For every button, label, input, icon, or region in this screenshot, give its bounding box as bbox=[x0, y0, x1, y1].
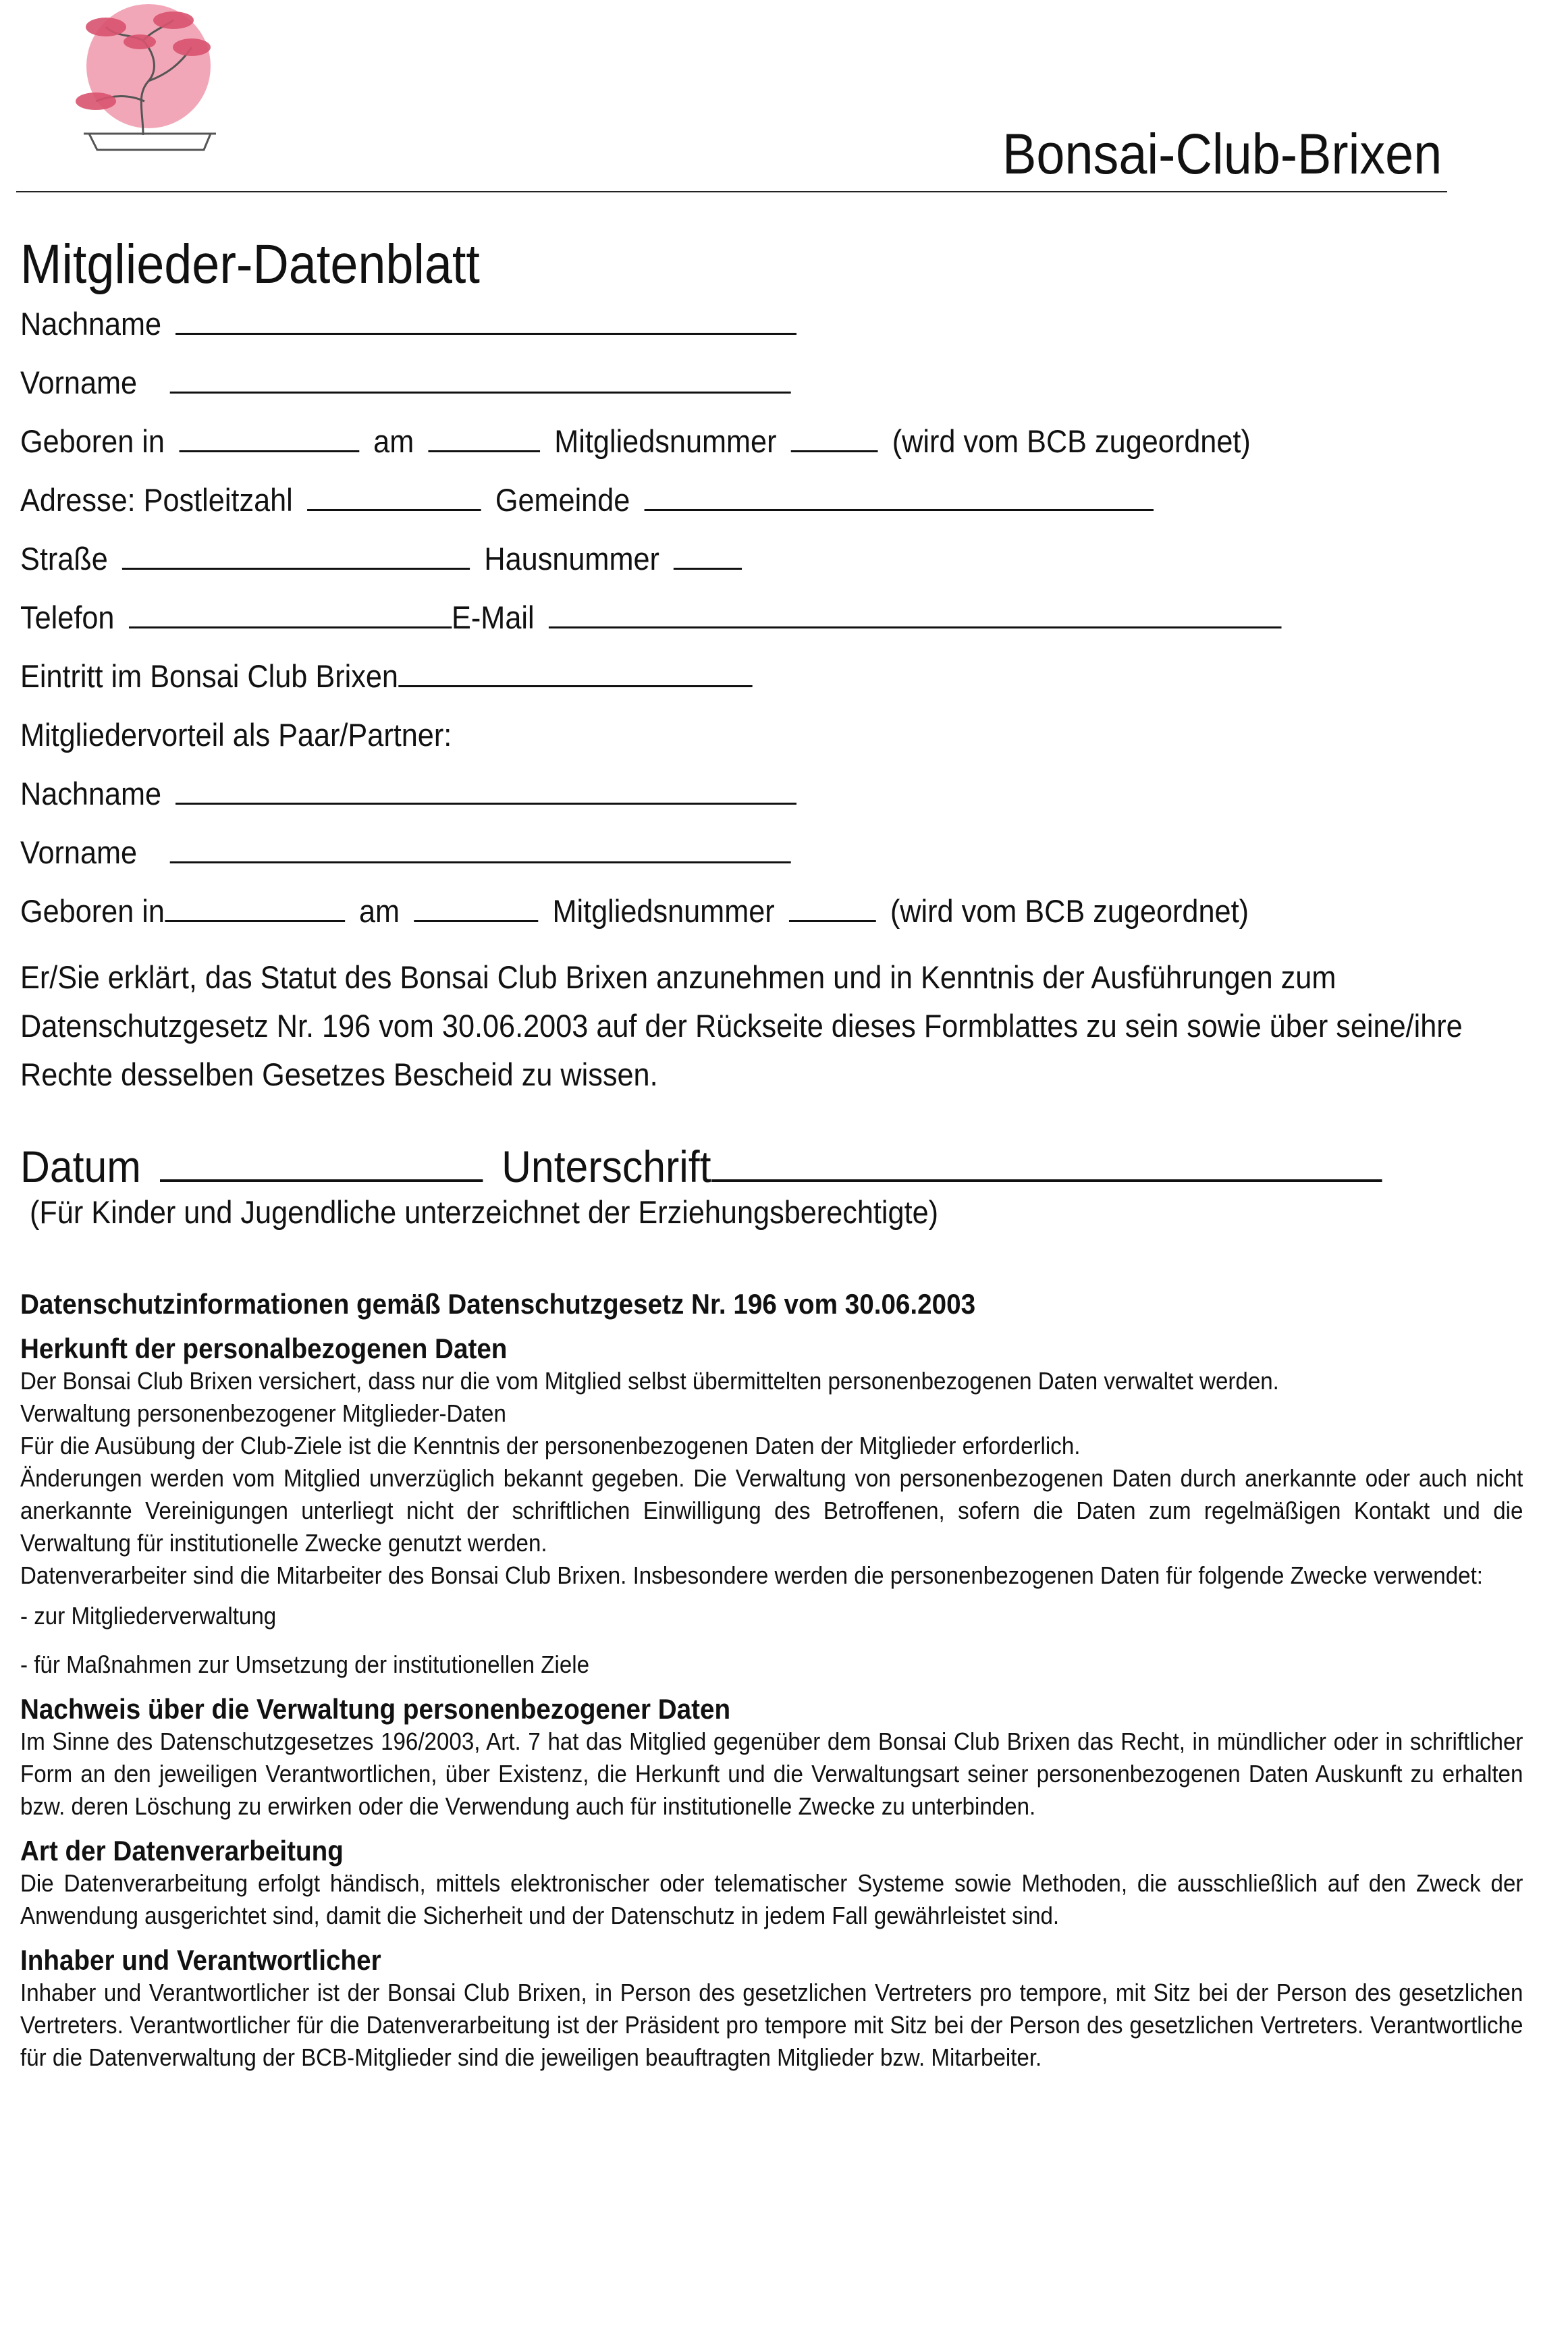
field-partner-geburtsort[interactable] bbox=[165, 893, 345, 922]
field-vorname[interactable] bbox=[170, 365, 791, 394]
signature-note: (Für Kinder und Jugendliche unterzeichnet der Erziehungsberechtigte) bbox=[30, 1194, 939, 1230]
privacy-paragraph: Inhaber und Verantwortlicher ist der Bonsai Club Brixen, in Person des gesetzlichen Vertreters pro tempore, mit Sitz bei der Person des gesetzlichen Vertreters. Verantwortlicher für die Datenverarbeitung ist der Präsident pro tempore mit Sitz bei der Person des gesetzlichen Vertreters. Verantwortliche für die Datenverwaltung der BCB-Mitglieder sind die jeweiligen beauftragten Mitglieder bzw. Mitarbeiter. bbox=[20, 1979, 1523, 2071]
row-partner-geboren bbox=[20, 891, 1249, 932]
label-partner-heading: Mitgliedervorteil als Paar/Partner: bbox=[20, 717, 452, 753]
field-nachname[interactable] bbox=[175, 306, 796, 335]
row-adresse bbox=[20, 480, 1160, 520]
privacy-list-item: - zur Mitgliederverwaltung bbox=[20, 1602, 277, 1630]
label-mitgliedsnummer: Mitgliedsnummer bbox=[554, 423, 777, 459]
privacy-paragraph: Für die Ausübung der Club-Ziele ist die Kenntnis der personenbezogenen Daten der Mitglieder erforderlich. bbox=[20, 1432, 1081, 1459]
row-partner-heading bbox=[20, 715, 452, 755]
privacy-heading-herkunft: Herkunft der personalbezogenen Daten bbox=[20, 1333, 508, 1364]
row-partner-vorname bbox=[20, 832, 797, 873]
label-partner-wird-zugeordnet: (wird vom BCB zugeordnet) bbox=[890, 893, 1249, 929]
label-wird-zugeordnet: (wird vom BCB zugeordnet) bbox=[892, 423, 1251, 459]
label-unterschrift: Unterschrift bbox=[502, 1142, 711, 1191]
privacy-paragraph: Der Bonsai Club Brixen versichert, dass nur die vom Mitglied selbst übermittelten personenbezogenen Daten verwaltet werden. bbox=[20, 1367, 1279, 1395]
field-eintritt[interactable] bbox=[398, 658, 752, 687]
label-partner-am: am bbox=[358, 893, 400, 929]
field-datum[interactable] bbox=[160, 1146, 483, 1182]
label-nachname: Nachname bbox=[20, 306, 162, 342]
label-partner-mitgliedsnummer: Mitgliedsnummer bbox=[552, 893, 775, 929]
club-name: Bonsai-Club-Brixen bbox=[1002, 122, 1442, 186]
label-partner-geboren-in: Geboren in bbox=[20, 893, 165, 929]
label-geboren-in: Geboren in bbox=[20, 423, 165, 459]
label-telefon: Telefon bbox=[20, 599, 115, 635]
field-email[interactable] bbox=[549, 599, 1282, 628]
header-divider bbox=[16, 191, 1447, 192]
bonsai-tree-logo-icon bbox=[42, 0, 217, 162]
label-gemeinde: Gemeinde bbox=[495, 482, 630, 518]
page-title: Mitglieder-Datenblatt bbox=[20, 234, 480, 295]
field-unterschrift[interactable] bbox=[711, 1146, 1382, 1182]
field-strasse[interactable] bbox=[122, 541, 470, 570]
label-email: E-Mail bbox=[452, 599, 535, 635]
privacy-heading-art: Art der Datenverarbeitung bbox=[20, 1835, 344, 1867]
privacy-heading-nachweis: Nachweis über die Verwaltung personenbezogener Daten bbox=[20, 1693, 731, 1725]
label-hausnummer: Hausnummer bbox=[484, 541, 659, 576]
privacy-paragraph: Die Datenverarbeitung erfolgt händisch, mittels elektronischer oder telematischer Systeme sowie Methoden, die ausschließlich auf den Zweck der Anwendung ausgerichtet sind, damit die Sicherheit und der Datenschutz in jedem Fall gewährleistet sind. bbox=[20, 1869, 1523, 1929]
label-eintritt: Eintritt im Bonsai Club Brixen bbox=[20, 658, 398, 694]
privacy-paragraph: Im Sinne des Datenschutzgesetzes 196/2003, Art. 7 hat das Mitglied gegenüber dem Bonsai Club Brixen das Recht, in mündlicher oder in schriftlicher Form an den jeweiligen Verantwortlichen, über Existenz, die Herkunft und die Verwaltungsart seiner personenbezogenen Daten Auskunft zu erhalten bzw. deren Löschung zu erwirken oder die Verwendung auch für institutionelle Zwecke zu unterbinden. bbox=[20, 1727, 1523, 1820]
field-partner-vorname[interactable] bbox=[170, 834, 791, 863]
field-postleitzahl[interactable] bbox=[307, 482, 481, 511]
label-am: am bbox=[373, 423, 414, 459]
field-mitgliedsnummer[interactable] bbox=[791, 423, 878, 452]
row-nachname bbox=[20, 304, 803, 344]
field-hausnummer[interactable] bbox=[674, 541, 742, 570]
field-partner-mitgliedsnummer[interactable] bbox=[789, 893, 876, 922]
privacy-list-item: - für Maßnahmen zur Umsetzung der institutionellen Ziele bbox=[20, 1651, 590, 1678]
row-partner-nachname bbox=[20, 774, 803, 814]
privacy-title: Datenschutzinformationen gemäß Datenschutzgesetz Nr. 196 vom 30.06.2003 bbox=[20, 1288, 976, 1320]
field-geburtsdatum[interactable] bbox=[428, 423, 540, 452]
row-signature bbox=[20, 1141, 1389, 1192]
row-telefon bbox=[20, 597, 1288, 638]
label-vorname: Vorname bbox=[20, 365, 138, 400]
row-strasse bbox=[20, 539, 749, 579]
privacy-paragraph: Verwaltung personenbezogener Mitglieder-Daten bbox=[20, 1399, 506, 1427]
row-geboren bbox=[20, 421, 1251, 462]
field-partner-nachname[interactable] bbox=[175, 776, 796, 805]
label-partner-vorname: Vorname bbox=[20, 834, 138, 870]
row-eintritt bbox=[20, 656, 759, 697]
field-gemeinde[interactable] bbox=[645, 482, 1154, 511]
label-partner-nachname: Nachname bbox=[20, 776, 162, 811]
privacy-section bbox=[20, 1288, 1523, 2074]
field-telefon[interactable] bbox=[129, 599, 452, 628]
privacy-paragraph: Datenverarbeiter sind die Mitarbeiter des Bonsai Club Brixen. Insbesondere werden die personenbezogenen Daten für folgende Zwecke verwendet: bbox=[20, 1561, 1483, 1589]
label-postleitzahl: Adresse: Postleitzahl bbox=[20, 482, 293, 518]
field-geburtsort[interactable] bbox=[179, 423, 359, 452]
privacy-paragraph: Änderungen werden vom Mitglied unverzüglich bekannt gegeben. Die Verwaltung von personenbezogenen Daten durch anerkannte oder auch nicht anerkannte Vereinigungen unterliegt nicht der schriftlichen Einwilligung des Betroffenen, sofern die Daten zum regelmäßigen Kontakt und die Verwaltung für institutionelle Zwecke genutzt werden. bbox=[20, 1464, 1523, 1557]
declaration-text: Er/Sie erklärt, das Statut des Bonsai Club Brixen anzunehmen und in Kenntnis der Ausführungen zum Datenschutzgesetz Nr. 196 vom 30.06.2003 auf der Rückseite dieses Formblattes zu sein sowie über seine/ihre Rechte desselben Gesetzes Bescheid zu wissen. bbox=[20, 959, 1463, 1092]
label-datum: Datum bbox=[20, 1142, 141, 1191]
field-partner-geburtsdatum[interactable] bbox=[414, 893, 538, 922]
privacy-heading-inhaber: Inhaber und Verantwortlicher bbox=[20, 1944, 381, 1976]
row-vorname bbox=[20, 363, 797, 403]
label-strasse: Straße bbox=[20, 541, 108, 576]
